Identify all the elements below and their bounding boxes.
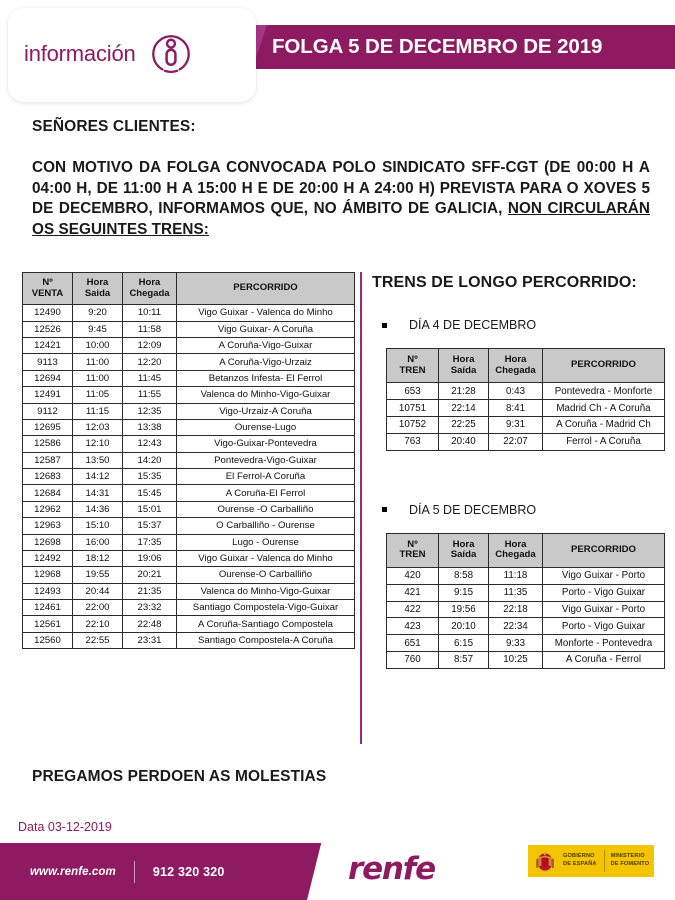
table-header-row <box>23 273 355 305</box>
col-header-hora-saida: Hora Saída <box>439 349 489 383</box>
cell-hora-saida: 12:10 <box>73 436 123 452</box>
spain-coat-of-arms-icon <box>533 848 557 874</box>
table-row <box>23 550 355 566</box>
cell-percorrido: Ourense-O Carballiño <box>177 567 355 583</box>
date-line: Data 03-12-2019 <box>18 820 112 834</box>
table-row <box>23 305 355 321</box>
cell-hora-saida: 15:10 <box>73 518 123 534</box>
table-row <box>23 632 355 648</box>
cell-venta: 12526 <box>23 321 73 337</box>
table-row <box>23 354 355 370</box>
cell-venta: 12492 <box>23 550 73 566</box>
cell-hora-chegada: 11:55 <box>123 387 177 403</box>
cell-hora-chegada: 9:33 <box>489 635 543 652</box>
cell-hora-chegada: 12:09 <box>123 338 177 354</box>
cell-percorrido: O Carballiño - Ourense <box>177 518 355 534</box>
cell-hora-saida: 11:05 <box>73 387 123 403</box>
cell-venta: 12490 <box>23 305 73 321</box>
cell-percorrido: Ourense-Lugo <box>177 419 355 435</box>
cell-tren: 763 <box>387 433 439 450</box>
col-header-hora-chegada: Hora Chegada <box>489 533 543 567</box>
cell-venta: 9113 <box>23 354 73 370</box>
cell-venta: 12586 <box>23 436 73 452</box>
cell-hora-chegada: 23:31 <box>123 632 177 648</box>
cell-hora-chegada: 15:01 <box>123 501 177 517</box>
bullet-square-icon <box>382 323 387 328</box>
block-bullet-label <box>372 318 667 332</box>
table-row <box>23 403 355 419</box>
cell-hora-saida: 22:14 <box>439 400 489 417</box>
cell-hora-chegada: 9:31 <box>489 417 543 434</box>
cell-hora-chegada: 19:06 <box>123 550 177 566</box>
cell-tren: 422 <box>387 601 439 618</box>
col-header-tren: Nº TREN <box>387 533 439 567</box>
cell-percorrido: A Coruña-Vigo-Guixar <box>177 338 355 354</box>
cell-hora-saida: 8:57 <box>439 651 489 668</box>
table-row <box>387 417 665 434</box>
cell-hora-saida: 12:03 <box>73 419 123 435</box>
cell-hora-chegada: 8:41 <box>489 400 543 417</box>
cell-tren: 421 <box>387 584 439 601</box>
cell-hora-saida: 14:36 <box>73 501 123 517</box>
table-row <box>23 567 355 583</box>
col-header-hora-saida: Hora Saida <box>73 273 123 305</box>
cell-hora-chegada: 11:18 <box>489 568 543 585</box>
intro-body <box>32 158 650 241</box>
cell-percorrido: Pontevedra-Vigo-Guixar <box>177 452 355 468</box>
long-distance-block <box>372 318 667 503</box>
cell-hora-chegada: 10:11 <box>123 305 177 321</box>
cell-venta: 12695 <box>23 419 73 435</box>
col-header-hora-chegada: Hora Chegada <box>123 273 177 305</box>
gobierno-de-espana-badge <box>528 845 654 877</box>
cell-percorrido: A Coruña - Ferrol <box>543 651 665 668</box>
cell-percorrido: Lugo - Ourense <box>177 534 355 550</box>
cell-hora-saida: 14:12 <box>73 469 123 485</box>
cell-venta: 12698 <box>23 534 73 550</box>
cell-percorrido: Santiago Compostela-Vigo-Guixar <box>177 600 355 616</box>
cell-hora-saida: 8:58 <box>439 568 489 585</box>
cell-percorrido: Vigo Guixar - Valenca do Minho <box>177 550 355 566</box>
col-header-percorrido: PERCORRIDO <box>543 533 665 567</box>
long-distance-table <box>386 348 665 451</box>
apology-text: PREGAMOS PERDOEN AS MOLESTIAS <box>32 768 327 785</box>
cell-hora-saida: 22:25 <box>439 417 489 434</box>
cell-percorrido: Madrid Ch - A Coruña <box>543 400 665 417</box>
cell-hora-chegada: 13:38 <box>123 419 177 435</box>
table-row <box>23 338 355 354</box>
cell-hora-saida: 18:12 <box>73 550 123 566</box>
cell-percorrido: Ferrol - A Coruña <box>543 433 665 450</box>
cell-percorrido: Vigo-Guixar-Pontevedra <box>177 436 355 452</box>
cell-percorrido: El Ferrol-A Coruña <box>177 469 355 485</box>
cell-venta: 12491 <box>23 387 73 403</box>
cell-tren: 760 <box>387 651 439 668</box>
cell-venta: 12560 <box>23 632 73 648</box>
long-distance-section <box>372 274 667 669</box>
cell-hora-chegada: 11:35 <box>489 584 543 601</box>
table-row <box>387 601 665 618</box>
footer-phone-number[interactable]: 912 320 320 <box>152 864 225 879</box>
footer-separator <box>134 861 135 883</box>
cell-percorrido: A Coruña-El Ferrol <box>177 485 355 501</box>
intro-body-underlined: NON CIRCULARÁN OS SEGUINTES TRENS: <box>32 200 651 238</box>
cell-venta: 12493 <box>23 583 73 599</box>
cell-tren: 10751 <box>387 400 439 417</box>
gobierno-label: GOBIERNO DE ESPAÑA <box>563 853 597 867</box>
table-row <box>23 419 355 435</box>
table-head <box>387 533 665 567</box>
table-row <box>387 584 665 601</box>
cell-tren: 651 <box>387 635 439 652</box>
informacion-card <box>8 8 256 102</box>
cell-hora-chegada: 23:32 <box>123 600 177 616</box>
intro-lead: SEÑORES CLIENTES: <box>32 118 196 135</box>
table-row <box>23 321 355 337</box>
cell-percorrido: Vigo Guixar- A Coruña <box>177 321 355 337</box>
col-header-tren: Nº TREN <box>387 349 439 383</box>
cell-tren: 420 <box>387 568 439 585</box>
table-row <box>387 568 665 585</box>
regional-trains-table-wrapper <box>22 272 355 649</box>
table-body <box>23 305 355 649</box>
long-distance-blocks <box>372 318 667 669</box>
cell-hora-saida: 13:50 <box>73 452 123 468</box>
cell-hora-saida: 22:00 <box>73 600 123 616</box>
footer-links <box>30 843 225 900</box>
table-row <box>23 436 355 452</box>
table-row <box>23 583 355 599</box>
cell-tren: 10752 <box>387 417 439 434</box>
table-row <box>23 485 355 501</box>
cell-hora-saida: 22:10 <box>73 616 123 632</box>
cell-hora-chegada: 20:21 <box>123 567 177 583</box>
cell-percorrido: Vigo-Urzaiz-A Coruña <box>177 403 355 419</box>
cell-percorrido: Vigo Guixar - Valenca do Minho <box>177 305 355 321</box>
cell-venta: 12963 <box>23 518 73 534</box>
cell-percorrido: Vigo Guixar - Porto <box>543 568 665 585</box>
cell-percorrido: A Coruña - Madrid Ch <box>543 417 665 434</box>
cell-percorrido: Vigo Guixar - Porto <box>543 601 665 618</box>
table-row <box>23 387 355 403</box>
cell-percorrido: Pontevedra - Monforte <box>543 383 665 400</box>
cell-venta: 12461 <box>23 600 73 616</box>
intro-body-text: CON MOTIVO DA FOLGA CONVOCADA POLO SINDICATO SFF-CGT (DE 00:00 H A 04:00 H, DE 11:00 H A 15:00 H E DE 20:00 H A 24:00 H) PREVISTA PARA O XOVES 5 DE DECEMBRO, INFORMAMOS QUE, NO ÁMBITO DE GALICIA, <box>32 159 650 218</box>
cell-venta: 9112 <box>23 403 73 419</box>
table-row <box>387 618 665 635</box>
ministerio-label: MINISTERIO DE FOMENTO <box>610 853 650 867</box>
long-distance-heading: TRENS DE LONGO PERCORRIDO: <box>372 274 637 291</box>
bullet-square-icon <box>382 507 387 512</box>
table-row <box>387 400 665 417</box>
cell-hora-chegada: 22:48 <box>123 616 177 632</box>
intro-block <box>32 118 650 241</box>
cell-hora-chegada: 22:07 <box>489 433 543 450</box>
col-header-percorrido: PERCORRIDO <box>177 273 355 305</box>
table-body <box>387 383 665 450</box>
cell-hora-saida: 9:20 <box>73 305 123 321</box>
cell-percorrido: Monforte - Pontevedra <box>543 635 665 652</box>
cell-percorrido: Valenca do Minho-Vigo-Guixar <box>177 583 355 599</box>
cell-hora-chegada: 12:43 <box>123 436 177 452</box>
block-label-text: DÍA 4 DE DECEMBRO <box>409 318 537 332</box>
renfe-logo: renfe <box>348 851 435 887</box>
cell-hora-chegada: 12:20 <box>123 354 177 370</box>
cell-venta: 12561 <box>23 616 73 632</box>
cell-hora-chegada: 11:58 <box>123 321 177 337</box>
cell-hora-saida: 9:45 <box>73 321 123 337</box>
cell-hora-saida: 16:00 <box>73 534 123 550</box>
cell-hora-chegada: 22:34 <box>489 618 543 635</box>
table-header-row <box>387 533 665 567</box>
cell-hora-chegada: 15:35 <box>123 469 177 485</box>
cell-tren: 653 <box>387 383 439 400</box>
cell-hora-chegada: 0:43 <box>489 383 543 400</box>
cell-hora-chegada: 10:25 <box>489 651 543 668</box>
table-row <box>23 501 355 517</box>
header-banner <box>238 25 675 69</box>
cell-tren: 423 <box>387 618 439 635</box>
cell-hora-saida: 11:15 <box>73 403 123 419</box>
cell-percorrido: Ourense -O Carballiño <box>177 501 355 517</box>
cell-hora-saida: 10:00 <box>73 338 123 354</box>
cell-hora-saida: 9:15 <box>439 584 489 601</box>
cell-percorrido: Porto - Vigo Guixar <box>543 618 665 635</box>
cell-percorrido: A Coruña-Santiago Compostela <box>177 616 355 632</box>
table-header-row <box>387 349 665 383</box>
table-row <box>23 534 355 550</box>
table-body <box>387 568 665 669</box>
table-row <box>387 433 665 450</box>
cell-percorrido: Santiago Compostela-A Coruña <box>177 632 355 648</box>
cell-hora-chegada: 22:18 <box>489 601 543 618</box>
table-row <box>23 616 355 632</box>
table-head <box>387 349 665 383</box>
cell-hora-chegada: 17:35 <box>123 534 177 550</box>
table-row <box>23 370 355 386</box>
cell-hora-saida: 11:00 <box>73 370 123 386</box>
cell-percorrido: Valenca do Minho-Vigo-Guixar <box>177 387 355 403</box>
cell-hora-chegada: 14:20 <box>123 452 177 468</box>
block-spacer <box>372 451 667 503</box>
page-header <box>0 0 675 110</box>
cell-hora-saida: 22:55 <box>73 632 123 648</box>
cell-venta: 12587 <box>23 452 73 468</box>
cell-hora-saida: 20:44 <box>73 583 123 599</box>
long-distance-block <box>372 503 667 669</box>
table-row <box>23 518 355 534</box>
cell-percorrido: A Coruña-Vigo-Urzaiz <box>177 354 355 370</box>
block-bullet-label <box>372 503 667 517</box>
cell-percorrido: Betanzos Infesta- El Ferrol <box>177 370 355 386</box>
cell-hora-saida: 19:56 <box>439 601 489 618</box>
column-divider <box>360 272 362 744</box>
block-label-text: DÍA 5 DE DECEMBRO <box>409 502 537 517</box>
table-row <box>23 452 355 468</box>
col-header-percorrido: PERCORRIDO <box>543 349 665 383</box>
cell-hora-saida: 6:15 <box>439 635 489 652</box>
col-header-hora-chegada: Hora Chegada <box>489 349 543 383</box>
cell-venta: 12684 <box>23 485 73 501</box>
cell-hora-chegada: 15:45 <box>123 485 177 501</box>
cell-venta: 12694 <box>23 370 73 386</box>
table-row <box>387 651 665 668</box>
cell-venta: 12683 <box>23 469 73 485</box>
table-row <box>23 600 355 616</box>
badge-divider <box>604 850 605 872</box>
cell-hora-saida: 20:10 <box>439 618 489 635</box>
cell-hora-saida: 21:28 <box>439 383 489 400</box>
cell-hora-saida: 19:55 <box>73 567 123 583</box>
cell-hora-chegada: 11:45 <box>123 370 177 386</box>
cell-venta: 12962 <box>23 501 73 517</box>
regional-trains-table <box>22 272 355 649</box>
cell-percorrido: Porto - Vigo Guixar <box>543 584 665 601</box>
table-row <box>23 469 355 485</box>
cell-hora-chegada: 21:35 <box>123 583 177 599</box>
table-row <box>387 635 665 652</box>
informacion-label: información <box>24 41 136 66</box>
col-header-hora-saida: Hora Saída <box>439 533 489 567</box>
cell-venta: 12968 <box>23 567 73 583</box>
long-distance-table <box>386 533 665 669</box>
footer-website-link[interactable]: www.renfe.com <box>30 865 116 878</box>
cell-hora-saida: 11:00 <box>73 354 123 370</box>
table-row <box>387 383 665 400</box>
info-person-circle-icon <box>148 31 194 77</box>
cell-hora-chegada: 15:37 <box>123 518 177 534</box>
cell-venta: 12421 <box>23 338 73 354</box>
col-header-venta: Nº VENTA <box>23 273 73 305</box>
table-head <box>23 273 355 305</box>
cell-hora-chegada: 12:35 <box>123 403 177 419</box>
banner-title: FOLGA 5 DE DECEMBRO DE 2019 <box>272 35 603 58</box>
cell-hora-saida: 14:31 <box>73 485 123 501</box>
cell-hora-saida: 20:40 <box>439 433 489 450</box>
